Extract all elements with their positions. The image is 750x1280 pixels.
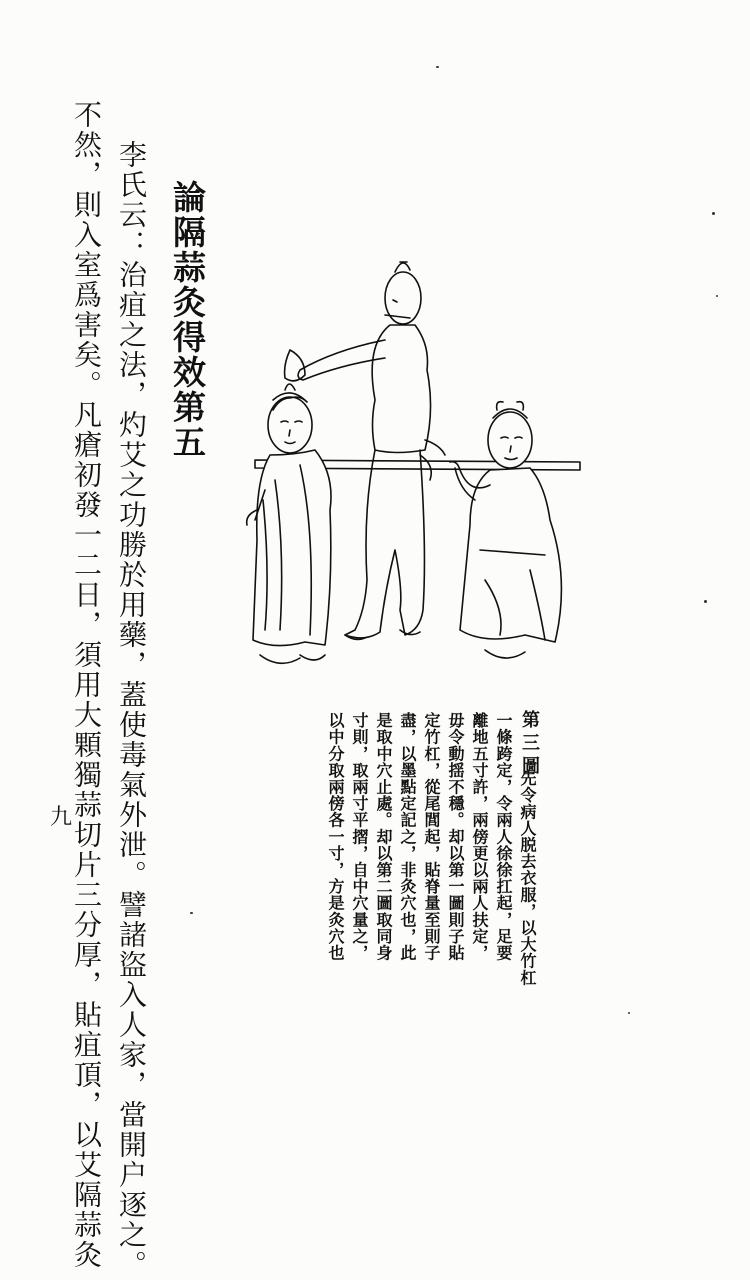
- figure-caption-column: 毋令動揺不穩。却以第一圖則子貼: [446, 712, 465, 961]
- figure-caption-column: 一條跨定，令兩人徐徐扛起，足要: [494, 712, 513, 961]
- scan-speck: [704, 600, 707, 603]
- right-attendant-figure: [450, 402, 561, 658]
- scan-speck: [628, 1012, 630, 1014]
- scan-speck: [436, 66, 439, 68]
- left-attendant-figure: [247, 350, 331, 663]
- figure-caption-column: 定竹杠，從尾閭起，貼脊量至則子: [422, 712, 441, 961]
- figure-caption-column: 是取中穴止處。却以第二圖取同身: [374, 712, 393, 961]
- scan-speck: [190, 912, 193, 914]
- body-column-1: 李氏云：治疽之法，灼艾之功勝於用藥，蓋使毒氣外泄。譬諸盜入人家，當開户逐之。: [115, 140, 148, 1280]
- figure-caption-column: 寸則，取兩寸平摺，自中穴量之，: [350, 712, 369, 961]
- acupuncture-illustration: [245, 250, 585, 695]
- figure-caption-title: 第三圖: [519, 710, 540, 779]
- figure-caption-column: 離地五寸許，兩傍更以兩人扶定，: [470, 712, 489, 961]
- page-number: 九: [50, 805, 73, 830]
- scan-speck: [716, 295, 718, 297]
- figure-caption-column: 以中分取兩傍各一寸，方是灸穴也: [326, 712, 345, 961]
- figure-caption-column: 先令病人脱去衣服，以大竹杠: [518, 770, 537, 986]
- figure-caption-column: 盡，以墨點定記之，非灸穴也，此: [398, 712, 417, 961]
- chapter-title: 論隔蒜灸得效第五: [168, 180, 207, 460]
- scan-speck: [712, 212, 715, 215]
- body-column-2: 不然，則入室爲害矣。凡瘡初發一二日，須用大顆獨蒜切片三分厚，貼疽頂，以艾隔蒜灸: [70, 100, 103, 1270]
